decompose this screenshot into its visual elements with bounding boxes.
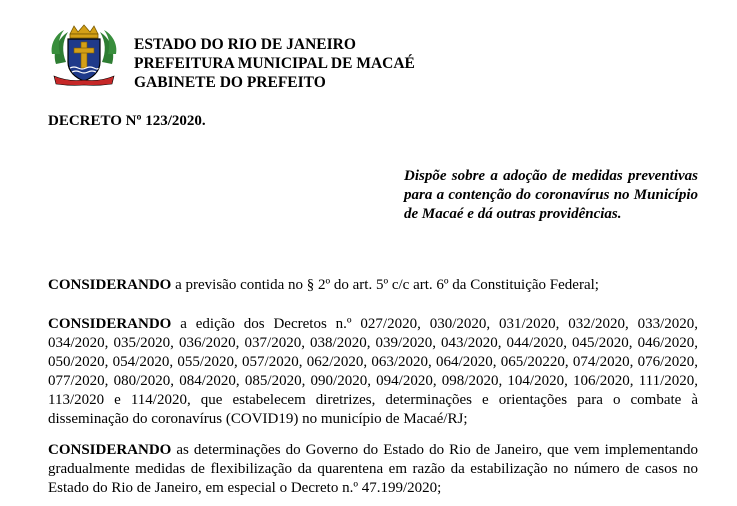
header-cabinet: GABINETE DO PREFEITO bbox=[134, 74, 326, 91]
paragraph-text: a previsão contida no § 2º do art. 5º c/c art. 6º da Constituição Federal; bbox=[171, 277, 599, 293]
decree-number: DECRETO Nº 123/2020. bbox=[48, 113, 206, 129]
paragraph-considerando-2 bbox=[48, 315, 698, 429]
paragraph-keyword: CONSIDERANDO bbox=[48, 442, 172, 458]
paragraph-considerando-1 bbox=[48, 276, 698, 295]
paragraph-keyword: CONSIDERANDO bbox=[48, 277, 172, 293]
paragraph-text: a edição dos Decretos n.º 027/2020, 030/2020, 031/2020, 032/2020, 033/2020, 034/2020, 035/2020, 036/2020, 037/2020, 038/2020, 039/2020, 043/2020, 044/2020, 045/2020, 046/2020, 050/2020, 054/2020, 055/2020, 057/2020, 062/2020, 063/2020, 064/2020, 065/20220, 074/2020, 076/2020, 077/2020, 080/2020, 084/2020, 085/2020, 090/2020, 094/2020, 098/2020, 104/2020, 106/2020, 111/2020, 113/2020 e 114/2020, que estabelecem diretrizes, determinações e orientações para o combate à disseminação do coronavírus (COVID19) no município de Macaé/RJ; bbox=[48, 316, 698, 427]
coat-of-arms-icon bbox=[48, 24, 120, 86]
document-header bbox=[134, 35, 415, 92]
decree-summary: Dispõe sobre a adoção de medidas preventivas para a contenção do coronavírus no Município de Macaé e dá outras providências. bbox=[404, 168, 698, 222]
header-prefecture: PREFEITURA MUNICIPAL DE MACAÉ bbox=[134, 55, 415, 72]
paragraph-text: as determinações do Governo do Estado do Rio de Janeiro, que vem implementando gradualmente medidas de flexibilização da quarentena em razão da estabilização no número de casos no Estado do Rio de Janeiro, em especial o Decreto n.º 47.199/2020; bbox=[48, 442, 698, 496]
header-state: ESTADO DO RIO DE JANEIRO bbox=[134, 36, 356, 53]
paragraph-considerando-3 bbox=[48, 441, 698, 498]
paragraph-keyword: CONSIDERANDO bbox=[48, 316, 172, 332]
